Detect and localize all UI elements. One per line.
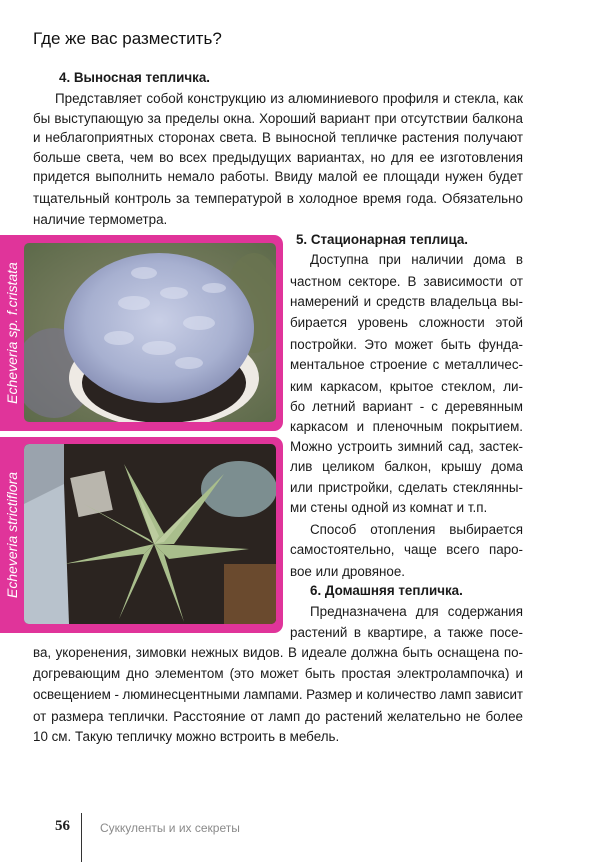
text-line: бо летний вариант - с деревянным [290, 399, 523, 414]
text-line: бы выступающую за пределы окна. Хороший вариант при отсутствии балкона [33, 111, 523, 126]
text-line: ментальное строение с металличес- [290, 357, 523, 372]
text-line: Можно устроить зимний сад, застек- [290, 439, 523, 454]
running-title: Суккуленты и их секреты [100, 821, 240, 835]
text-line: больше света, чем во всех предыдущих вариантах, но для ее изготовления [33, 150, 523, 165]
footer-divider [81, 813, 82, 862]
text-line: догревающим дно элементом (это может быть простая электролампочка) и [33, 666, 523, 681]
text-line: Способ отопления выбирается [310, 522, 523, 537]
page-number: 56 [55, 818, 70, 834]
text-line: самостоятельно, чаще всего паро- [290, 542, 523, 557]
text-line: вое или дровяное. [290, 564, 406, 579]
text-line: Представляет собой конструкцию из алюминиевого профиля и стекла, как [55, 91, 523, 106]
text-line: Доступна при наличии дома в [310, 252, 523, 267]
text-line: бирается уровень сложности этой [290, 315, 523, 330]
section-5-heading: 5. Стационарная теплица. [296, 232, 468, 247]
text-line: ким каркасом, крытое стеклом, ли- [290, 379, 523, 394]
text-line: наличие термометра. [33, 212, 168, 227]
text-line: освещением - люминесцентными лампами. Размер и количество ламп зависит [33, 687, 523, 702]
figure-echeveria-cristata [0, 235, 283, 431]
text-line: каркасом и пленочным покрытием. [290, 419, 523, 434]
text-line: Предназначена для содержания [310, 604, 523, 619]
photo-echeveria-strictiflora [24, 444, 276, 624]
page-title: Где же вас разместить? [33, 29, 222, 48]
text-line: тщательный контроль за температурой в холодное время года. Обязательно [33, 191, 523, 206]
figure-caption: Echeveria sp. f.cristata [4, 262, 20, 404]
section-4-heading: 4. Выносная тепличка. [59, 70, 210, 85]
text-line: ва, укоренения, зимовки нежных видов. В идеале должна быть оснащена по- [33, 645, 523, 660]
text-line: постройки. Это может быть фунда- [290, 337, 523, 352]
photo-echeveria-cristata [24, 243, 276, 422]
text-line: растений в квартире, а также посе- [290, 625, 523, 640]
figure-caption: Echeveria strictiflora [4, 471, 21, 599]
text-line: или пристройки, сделать стеклянны- [290, 480, 523, 495]
text-line: придется выполнить немало работы. Ввиду малой ее площади нужен будет [33, 169, 523, 184]
text-line: 10 см. Такую тепличку можно встроить в мебель. [33, 729, 340, 744]
text-line: ми стены одной из комнат и т.п. [290, 500, 488, 515]
text-line: лив целиком балкон, крышу дома [290, 459, 523, 474]
figure-echeveria-strictiflora [0, 437, 283, 633]
text-line: намерений и средств владельца вы- [290, 294, 523, 309]
section-6-heading: 6. Домашняя тепличка. [310, 583, 463, 598]
text-line: частном секторе. В зависимости от [290, 274, 523, 289]
text-line: от размера теплички. Расстояние от ламп до растений желательно не более [33, 709, 523, 724]
text-line: и неблагоприятных сторонах света. В выносной тепличке растения получают [33, 130, 523, 145]
